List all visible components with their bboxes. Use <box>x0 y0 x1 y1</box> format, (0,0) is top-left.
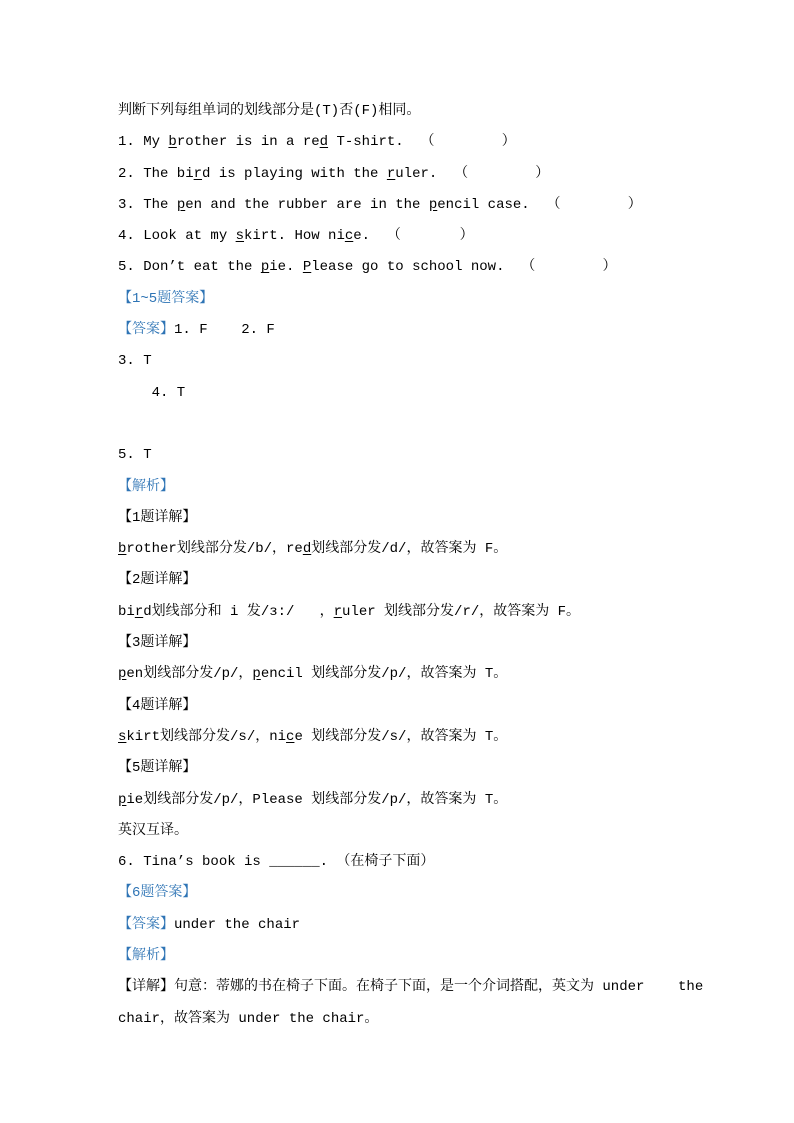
explanation-4-header <box>118 691 694 722</box>
answers-1-5-header <box>118 284 694 315</box>
text-segment: 3. The <box>118 196 177 213</box>
underlined-letter: p <box>428 196 438 213</box>
question-6 <box>118 847 694 878</box>
question-4 <box>118 221 694 252</box>
text-segment: 【2题详解】 <box>118 572 197 589</box>
underlined-letter: p <box>118 666 127 683</box>
question-1 <box>118 127 694 158</box>
section-2-instruction <box>118 816 694 847</box>
text-segment: encil case. （ ） <box>437 196 642 213</box>
text-segment: kirt划线部分发/s/，ni <box>126 728 287 745</box>
text-segment: lease go to school now. （ ） <box>311 259 617 276</box>
text-segment: 【详解】句意：蒂娜的书在椅子下面。在椅子下面，是一个介词搭配，英文为 under the <box>118 979 704 996</box>
underlined-letter: r <box>134 603 144 620</box>
text-segment: 1. F 2. F <box>174 322 275 339</box>
underlined-letter: r <box>193 165 203 182</box>
text-segment: 4. T <box>118 384 186 401</box>
explanation-3-header <box>118 628 694 659</box>
analysis-header <box>118 472 694 503</box>
text-segment: 划线部分发/d/，故答案为 F。 <box>311 541 508 558</box>
underlined-letter: d <box>302 541 312 558</box>
explanation-1-body <box>118 534 694 565</box>
answer-label: 【6题答案】 <box>118 885 197 902</box>
instruction-line <box>118 96 694 127</box>
underlined-letter: s <box>118 728 127 745</box>
text-segment: 5. T <box>118 447 152 464</box>
text-segment: 【3题详解】 <box>118 635 197 652</box>
text-segment: en划线部分发/p/， <box>126 666 253 683</box>
text-segment: en and the rubber are in the <box>185 196 429 213</box>
question-3 <box>118 190 694 221</box>
answer-label: 【答案】 <box>118 322 174 339</box>
underlined-letter: c <box>286 728 295 745</box>
text-segment: encil 划线部分发/p/，故答案为 T。 <box>260 666 508 683</box>
text-segment: e. （ ） <box>353 228 474 245</box>
text-segment: e 划线部分发/s/，故答案为 T。 <box>294 728 508 745</box>
text-segment: ie划线部分发/p/，Please 划线部分发/p/，故答案为 T。 <box>126 791 508 808</box>
text-segment: 4. Look at my <box>118 228 236 245</box>
answer-label: 【1~5题答案】 <box>118 290 214 307</box>
answer-label: 【解析】 <box>118 948 174 965</box>
explanation-5-body <box>118 785 694 816</box>
text-segment: uler. （ ） <box>395 165 550 182</box>
text-segment: 6. Tina’s book is ______. （在椅子下面） <box>118 854 435 871</box>
answer-line-3 <box>118 346 694 377</box>
explanation-3-body <box>118 659 694 690</box>
underlined-letter: s <box>235 228 245 245</box>
text-segment: 【1题详解】 <box>118 509 197 526</box>
text-segment: d is playing with the <box>202 165 387 182</box>
answer-line-4 <box>118 378 694 409</box>
explanation-6-body-line-2 <box>118 1004 694 1035</box>
text-segment: rother is in a re <box>176 134 320 151</box>
text-segment: 【4题详解】 <box>118 697 197 714</box>
text-segment: ie. <box>269 259 303 276</box>
answers-6-header <box>118 878 694 909</box>
explanation-4-body <box>118 722 694 753</box>
underlined-letter: r <box>333 603 343 620</box>
answer-label: 【答案】 <box>118 916 174 933</box>
document-body <box>118 96 704 1035</box>
underlined-letter: p <box>118 791 127 808</box>
underlined-letter: b <box>118 541 127 558</box>
answer-label: 【解析】 <box>118 478 174 495</box>
underlined-letter: P <box>302 259 312 276</box>
text-segment: d划线部分和 i 发/ɜ:/ ， <box>143 603 334 620</box>
underlined-letter: p <box>260 259 270 276</box>
text-segment: 3. T <box>118 353 152 370</box>
blank-line <box>118 409 694 440</box>
text-segment: chair，故答案为 under the chair。 <box>118 1010 379 1027</box>
underlined-letter: d <box>319 134 329 151</box>
explanation-5-header <box>118 753 694 784</box>
question-5 <box>118 252 694 283</box>
explanation-6-body-line-1 <box>118 972 704 1003</box>
explanation-1-header <box>118 503 694 534</box>
text-segment: uler 划线部分发/r/，故答案为 F。 <box>342 603 581 620</box>
answer-line-1-2 <box>118 315 694 346</box>
analysis-header-6 <box>118 941 694 972</box>
text-segment: T-shirt. （ ） <box>328 134 516 151</box>
explanation-2-header <box>118 565 694 596</box>
underlined-letter: r <box>386 165 396 182</box>
answer-line-5 <box>118 440 694 471</box>
text-segment: 5. Don’t eat the <box>118 259 261 276</box>
underlined-letter: c <box>344 228 354 245</box>
text-segment: 英汉互译。 <box>118 822 188 839</box>
text-segment: 判断下列每组单词的划线部分是(T)否(F)相同。 <box>118 103 421 119</box>
underlined-letter: b <box>168 134 177 151</box>
explanation-2-body <box>118 597 694 628</box>
text-segment: kirt. How ni <box>244 228 345 245</box>
answer-line-6 <box>118 910 694 941</box>
text-segment: rother划线部分发/b/，re <box>126 541 303 558</box>
text-segment: 1. My <box>118 134 169 151</box>
text-segment: 【5题详解】 <box>118 760 197 777</box>
question-2 <box>118 159 694 190</box>
text-segment: 2. The bi <box>118 165 194 182</box>
underlined-letter: p <box>176 196 186 213</box>
underlined-letter: p <box>252 666 261 683</box>
text-segment: bi <box>118 603 135 620</box>
text-segment: under the chair <box>174 916 301 933</box>
